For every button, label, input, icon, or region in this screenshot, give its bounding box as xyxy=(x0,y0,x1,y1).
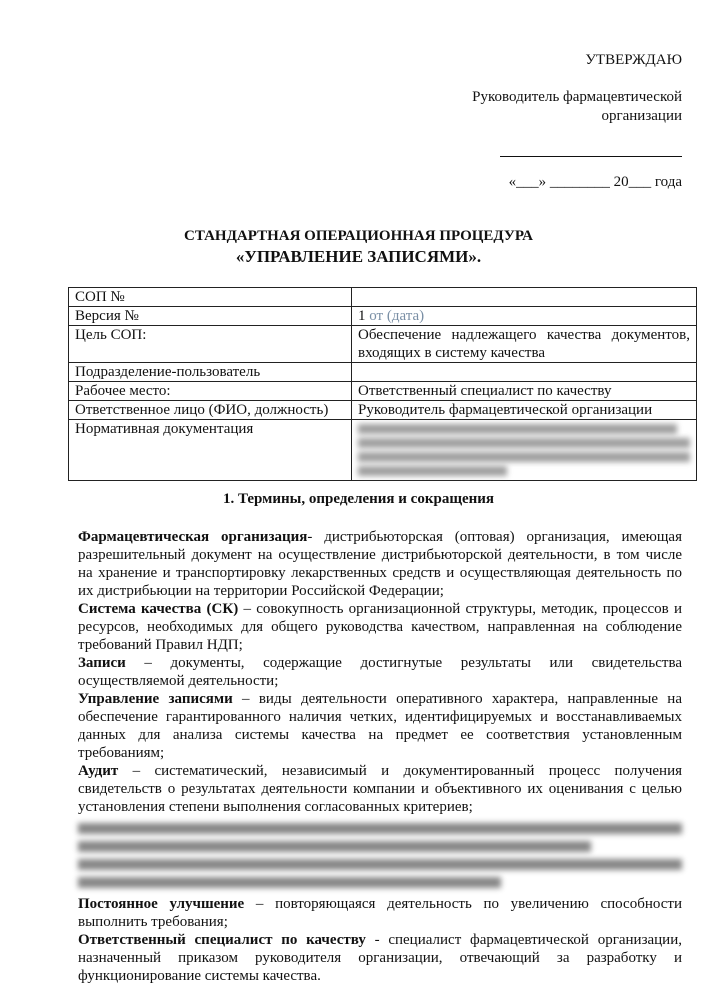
term: Фармацевтическая организация xyxy=(78,529,308,545)
term-definition: – виды деятельности оперативного характера, направленные на обеспечение гарантированного наличия четких, идентифицируемых и восстанавливаемых данных для анализа системы качества на предмет ее соответствия установленным требованиям; xyxy=(78,691,682,761)
term-item xyxy=(78,690,682,762)
term-definition: – документы, содержащие достигнутые результаты или свидетельства осуществляемой деятельности; xyxy=(78,655,682,689)
signature-line xyxy=(500,140,682,157)
row-value: Ответственный специалист по качеству xyxy=(352,382,697,401)
term: Записи xyxy=(78,655,126,671)
row-label: СОП № xyxy=(69,288,352,307)
terms-list xyxy=(78,528,682,985)
term-item xyxy=(78,895,682,931)
term: Аудит xyxy=(78,763,119,779)
table-row xyxy=(69,420,697,481)
term-definition: - дистрибьюторская (оптовая) организация, имеющая разрешительный документ на осуществление дистрибьюторской деятельности, в том числе на хранение и транспортировку лекарственных средств и осуществляющая деятельность по их дистрибьюции на территории Российской Федерации; xyxy=(78,529,682,599)
term-item xyxy=(78,654,682,690)
term-definition: – совокупность организационной структуры, методик, процессов и ресурсов, необходимых для общего руководства качеством, направленная на соблюдение требований Правил НДП; xyxy=(78,601,682,653)
term-item xyxy=(78,762,682,816)
table-row xyxy=(69,363,697,382)
table-row xyxy=(69,401,697,420)
approver-position xyxy=(472,88,682,126)
term-definition: – систематический, независимый и документированный процесс получения свидетельств о результатах деятельности компании и объективного их оценивания с целью установления степени выполнения согласованных критериев; xyxy=(78,763,682,815)
sop-info-table xyxy=(68,287,697,481)
version-date-placeholder: от (дата) xyxy=(369,308,425,324)
term: Постоянное улучшение xyxy=(78,896,245,912)
term-definition: – повторяющаяся деятельность по увеличению способности выполнить требования; xyxy=(78,896,682,930)
row-value xyxy=(352,288,697,307)
row-label: Версия № xyxy=(69,307,352,326)
table-row xyxy=(69,307,697,326)
row-value: Обеспечение надлежащего качества документов, входящих в систему качества xyxy=(352,326,697,363)
table-row xyxy=(69,288,697,307)
term: Ответственный специалист по качеству xyxy=(78,932,366,948)
row-label: Рабочее место: xyxy=(69,382,352,401)
doc-title-line1: СТАНДАРТНАЯ ОПЕРАЦИОННАЯ ПРОЦЕДУРА xyxy=(183,228,533,244)
table-row xyxy=(69,382,697,401)
blurred-terms xyxy=(78,823,682,888)
term: Управление записями xyxy=(78,691,233,707)
row-label: Цель СОП: xyxy=(69,326,352,363)
approver-position-line2: организации xyxy=(601,108,682,124)
approval-date-line: «___» ________ 20___ года xyxy=(508,174,682,190)
row-value xyxy=(352,307,697,326)
table-row xyxy=(69,326,697,363)
blurred-regulatory-docs xyxy=(352,420,697,481)
term-item xyxy=(78,528,682,600)
row-value xyxy=(352,363,697,382)
row-label: Ответственное лицо (ФИО, должность) xyxy=(69,401,352,420)
doc-title-line2: «УПРАВЛЕНИЕ ЗАПИСЯМИ». xyxy=(235,247,482,266)
approver-position-line1: Руководитель фармацевтической xyxy=(472,89,682,105)
row-label: Нормативная документация xyxy=(69,420,352,481)
row-value: Руководитель фармацевтической организации xyxy=(352,401,697,420)
approval-stamp: УТВЕРЖДАЮ xyxy=(585,52,682,68)
term-definition: - специалист фармацевтической организации, назначенный приказом руководителя организации, отвечающий за разработку и функционирование системы качества. xyxy=(78,932,682,984)
term-item xyxy=(78,931,682,985)
term-item xyxy=(78,600,682,654)
row-label: Подразделение-пользователь xyxy=(69,363,352,382)
term: Система качества (СК) xyxy=(78,601,239,617)
section-heading: 1. Термины, определения и сокращения xyxy=(222,491,495,507)
version-number: 1 xyxy=(358,308,366,324)
